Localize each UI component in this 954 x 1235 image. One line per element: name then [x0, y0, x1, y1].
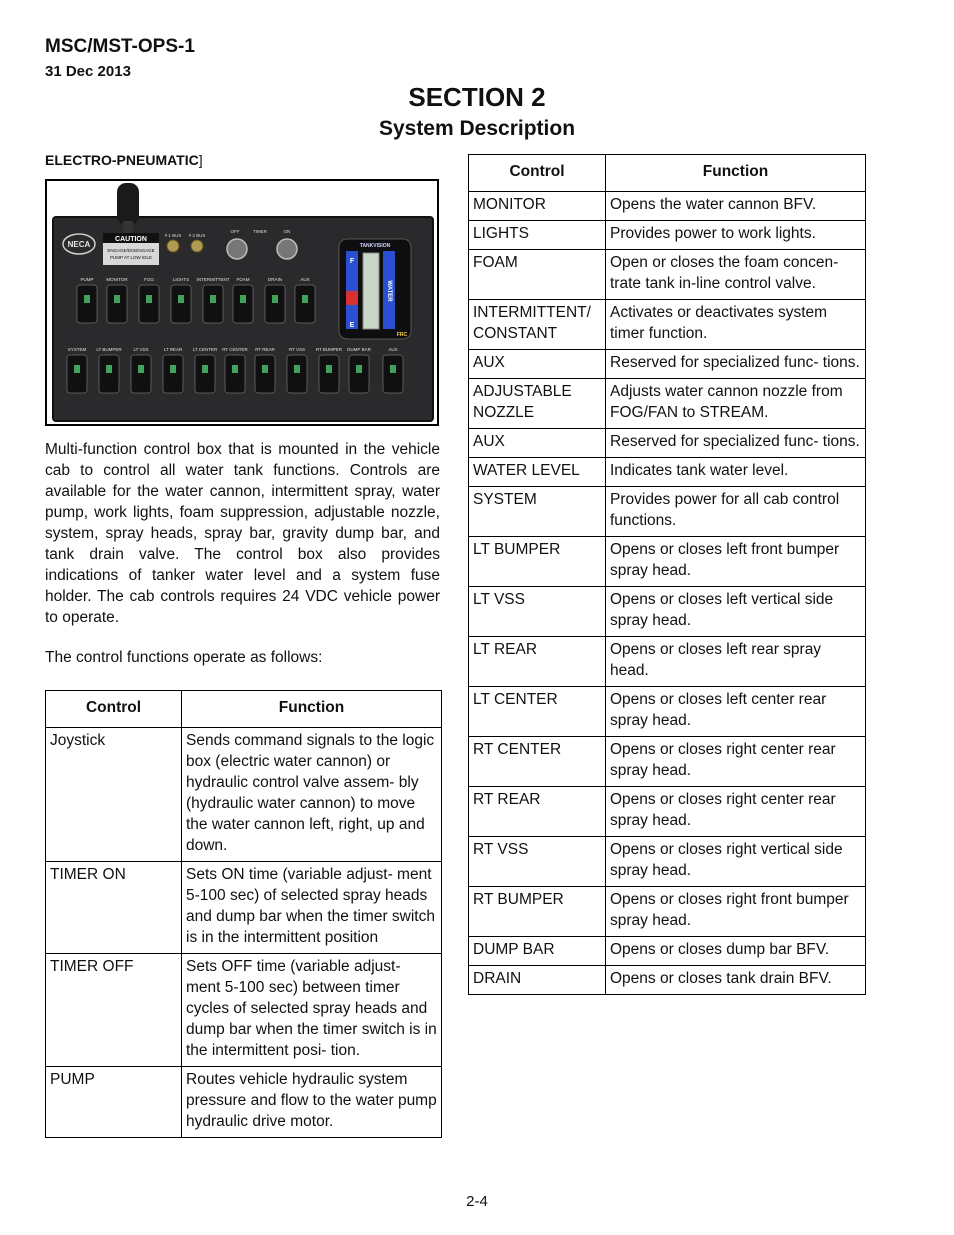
top-switch-rocker	[203, 285, 223, 323]
function-cell: Sends command signals to the logic box (electric water cannon) or hydraulic control valve assem- bly (hydraulic water cannon) to move the water cannon left, right, up and down.	[182, 728, 442, 862]
control-cell: INTERMITTENT/ CONSTANT	[469, 300, 606, 350]
subheading-text: ELECTRO-PNEUMATIC	[45, 152, 199, 168]
gauge-brand: TANKVISION	[359, 243, 391, 249]
function-cell: Opens or closes right front bumper spray head.	[606, 887, 866, 937]
table-row	[469, 350, 866, 379]
gauge-maker: FRC	[396, 332, 408, 338]
bottom-switch-rocker	[287, 355, 307, 393]
timer-label: TIMER	[253, 229, 267, 234]
table-row	[46, 728, 442, 862]
control-cell: WATER LEVEL	[469, 458, 606, 487]
function-cell: Opens or closes left front bumper spray head.	[606, 537, 866, 587]
neca-logo-text: NECA	[67, 240, 91, 249]
function-cell: Reserved for specialized func- tions.	[606, 350, 866, 379]
section-title: SECTION 2	[408, 82, 546, 112]
function-cell: Provides power for all cab control functions.	[606, 487, 866, 537]
bottom-switch-label: RT CENTER	[222, 347, 248, 352]
fuse-holder-1	[167, 240, 179, 252]
function-cell: Opens or closes left rear spray head.	[606, 637, 866, 687]
bottom-switch-indicator	[262, 365, 268, 373]
intro-paragraph: Multi-function control box that is mounted in the vehicle cab to control all water tank functions. Controls are available for the water cannon, intermittent spray, water pump, work lights, foam suppression, adjustable nozzle, system, spray heads, spray bar, gravity dump bar, and tank drain valve. The control box also provides indications of tanker water level and a system fuse holder. The cab controls requires 24 VDC vehicle power to operate.	[45, 441, 440, 626]
top-switch-indicator	[210, 295, 216, 303]
fuse-2-label: # 2 BUS	[188, 233, 206, 238]
caution-title: CAUTION	[115, 236, 147, 243]
function-cell: Opens or closes left center rear spray head.	[606, 687, 866, 737]
top-switch-indicator	[178, 295, 184, 303]
bottom-switch-indicator	[294, 365, 300, 373]
top-switch-rocker	[139, 285, 159, 323]
top-switch-rocker	[233, 285, 253, 323]
control-cell: AUX	[469, 350, 606, 379]
bottom-switch-label: LT VSS	[133, 347, 149, 352]
bottom-switch-label: SYSTEM	[67, 347, 87, 352]
top-switch-indicator	[302, 295, 308, 303]
table-row	[469, 537, 866, 587]
table-row	[469, 837, 866, 887]
function-cell: Opens or closes left vertical side spray head.	[606, 587, 866, 637]
controls-table-left	[45, 690, 442, 1138]
gauge-water-word: WATER	[386, 280, 392, 302]
function-cell: Activates or deactivates system timer function.	[606, 300, 866, 350]
bottom-switch-rocker	[349, 355, 369, 393]
function-cell: Opens the water cannon BFV.	[606, 192, 866, 221]
control-cell: RT REAR	[469, 787, 606, 837]
function-cell: Opens or closes dump bar BFV.	[606, 937, 866, 966]
top-switch-indicator	[114, 295, 120, 303]
function-cell: Routes vehicle hydraulic system pressure and flow to the water pump hydraulic drive motor.	[182, 1067, 442, 1138]
bottom-switch-indicator	[356, 365, 362, 373]
top-switch-rocker	[77, 285, 97, 323]
gauge-sight-tube	[363, 253, 379, 329]
fuse-1-label: # 1 BUS	[164, 233, 182, 238]
table-row	[469, 587, 866, 637]
bottom-switch-rocker	[131, 355, 151, 393]
top-switch-indicator	[272, 295, 278, 303]
column-header-control: Control	[46, 691, 182, 728]
bottom-switch-label: RT REAR	[255, 347, 275, 352]
function-cell: Provides power to work lights.	[606, 221, 866, 250]
function-cell: Open or closes the foam concen- trate tank in-line control valve.	[606, 250, 866, 300]
column-header-function: Function	[606, 155, 866, 192]
subheading	[45, 152, 203, 168]
bottom-switch-rocker	[99, 355, 119, 393]
section-subtitle: System Description	[378, 117, 576, 140]
bottom-switch-indicator	[106, 365, 112, 373]
bottom-switch-rocker	[67, 355, 87, 393]
function-cell: Opens or closes right center rear spray head.	[606, 787, 866, 837]
control-cell: RT BUMPER	[469, 887, 606, 937]
table-row	[469, 937, 866, 966]
control-cell: TIMER ON	[46, 862, 182, 954]
top-switch-indicator	[240, 295, 246, 303]
timer-on-knob	[277, 239, 297, 259]
joystick-handle	[117, 183, 139, 225]
table-row	[469, 966, 866, 995]
top-switch-indicator	[146, 295, 152, 303]
gauge-scale-red	[346, 291, 358, 305]
control-cell: TIMER OFF	[46, 954, 182, 1067]
page-number: 2-4	[466, 1193, 488, 1210]
lead-sentence: The control functions operate as follows:	[45, 649, 323, 666]
control-cell: MONITOR	[469, 192, 606, 221]
subheading-suffix: ]	[198, 152, 203, 168]
fuse-holder-2	[191, 240, 203, 252]
top-switch-rocker	[107, 285, 127, 323]
bottom-switch-indicator	[138, 365, 144, 373]
bottom-switch-label: RT VSS	[288, 347, 306, 352]
table-row	[469, 787, 866, 837]
function-cell: Opens or closes right center rear spray head.	[606, 737, 866, 787]
joystick-stem	[123, 221, 133, 235]
caution-line-2: PUMP AT LOW IDLE	[109, 255, 153, 260]
top-switch-label: PUMP	[80, 277, 94, 282]
function-cell: Sets ON time (variable adjust- ment 5-100 sec) of selected spray heads and dump bar when the timer switch is in the intermittent position	[182, 862, 442, 954]
table-row	[469, 192, 866, 221]
control-cell: LIGHTS	[469, 221, 606, 250]
bottom-switch-indicator	[326, 365, 332, 373]
bottom-switch-rocker	[163, 355, 183, 393]
control-cell: LT CENTER	[469, 687, 606, 737]
bottom-switch-label: LT CENTER	[192, 347, 218, 352]
bottom-switch-indicator	[170, 365, 176, 373]
table-row	[469, 637, 866, 687]
table-row	[46, 1067, 442, 1138]
controls-table-right	[468, 154, 866, 995]
control-cell: ADJUSTABLE NOZZLE	[469, 379, 606, 429]
top-switch-rocker	[171, 285, 191, 323]
top-switch-label: AUX	[300, 277, 310, 282]
control-cell: RT VSS	[469, 837, 606, 887]
bottom-switch-indicator	[390, 365, 396, 373]
bottom-switch-indicator	[74, 365, 80, 373]
bottom-switch-indicator	[202, 365, 208, 373]
control-cell: DUMP BAR	[469, 937, 606, 966]
control-cell: PUMP	[46, 1067, 182, 1138]
function-cell: Indicates tank water level.	[606, 458, 866, 487]
control-cell: Joystick	[46, 728, 182, 862]
bottom-switch-indicator	[232, 365, 238, 373]
bottom-switch-label: RT BUMPER	[315, 347, 343, 352]
table-row	[469, 300, 866, 350]
function-cell: Reserved for specialized func- tions.	[606, 429, 866, 458]
control-cell: LT BUMPER	[469, 537, 606, 587]
timer-on-label: ON	[283, 229, 291, 234]
column-header-function: Function	[182, 691, 442, 728]
gauge-full-mark: F	[349, 258, 355, 265]
top-switch-label: INTERMITTENT	[196, 277, 230, 282]
table-row	[469, 379, 866, 429]
bottom-switch-label: AUX	[388, 347, 398, 352]
top-switch-rocker	[265, 285, 285, 323]
document-id: MSC/MST-OPS-1	[45, 36, 195, 57]
function-cell: Opens or closes right vertical side spray head.	[606, 837, 866, 887]
table-row	[469, 487, 866, 537]
gauge-empty-mark: E	[349, 322, 355, 329]
table-row	[46, 862, 442, 954]
bottom-switch-rocker	[225, 355, 245, 393]
caution-line-1: ENGAGE/DISENGAGE	[107, 248, 155, 253]
function-cell: Adjusts water cannon nozzle from FOG/FAN to STREAM.	[606, 379, 866, 429]
control-cell: DRAIN	[469, 966, 606, 995]
top-switch-label: LIGHTS	[172, 277, 190, 282]
top-switch-label: FOG	[144, 277, 154, 282]
control-cell: LT VSS	[469, 587, 606, 637]
bottom-switch-rocker	[255, 355, 275, 393]
top-switch-label: DRAIN	[267, 277, 283, 282]
table-row	[469, 221, 866, 250]
timer-off-label: OFF	[230, 229, 240, 234]
control-cell: RT CENTER	[469, 737, 606, 787]
control-cell: AUX	[469, 429, 606, 458]
bottom-switch-label: DUMP BAR	[347, 347, 371, 352]
top-switch-rocker	[295, 285, 315, 323]
function-cell: Sets OFF time (variable adjust- ment 5-100 sec) between timer cycles of selected spray heads and dump bar when the timer switch is in the intermittent posi- tion.	[182, 954, 442, 1067]
control-panel-illustration	[47, 181, 437, 424]
table-row	[469, 887, 866, 937]
control-cell: LT REAR	[469, 637, 606, 687]
table-row	[469, 458, 866, 487]
bottom-switch-label: LT BUMPER	[96, 347, 122, 352]
timer-off-knob	[227, 239, 247, 259]
table-row	[46, 954, 442, 1067]
control-cell: FOAM	[469, 250, 606, 300]
table-row	[469, 737, 866, 787]
function-cell: Opens or closes tank drain BFV.	[606, 966, 866, 995]
table-row	[469, 250, 866, 300]
bottom-switch-rocker	[383, 355, 403, 393]
top-switch-label: FOAM	[236, 277, 250, 282]
table-row	[469, 687, 866, 737]
table-row	[469, 429, 866, 458]
top-switch-label: MONITOR	[106, 277, 128, 282]
bottom-switch-label: LT REAR	[163, 347, 183, 352]
column-header-control: Control	[469, 155, 606, 192]
document-date: 31 Dec 2013	[45, 63, 131, 80]
bottom-switch-rocker	[195, 355, 215, 393]
top-switch-indicator	[84, 295, 90, 303]
control-cell: SYSTEM	[469, 487, 606, 537]
bottom-switch-rocker	[319, 355, 339, 393]
control-panel-photo	[45, 179, 439, 426]
